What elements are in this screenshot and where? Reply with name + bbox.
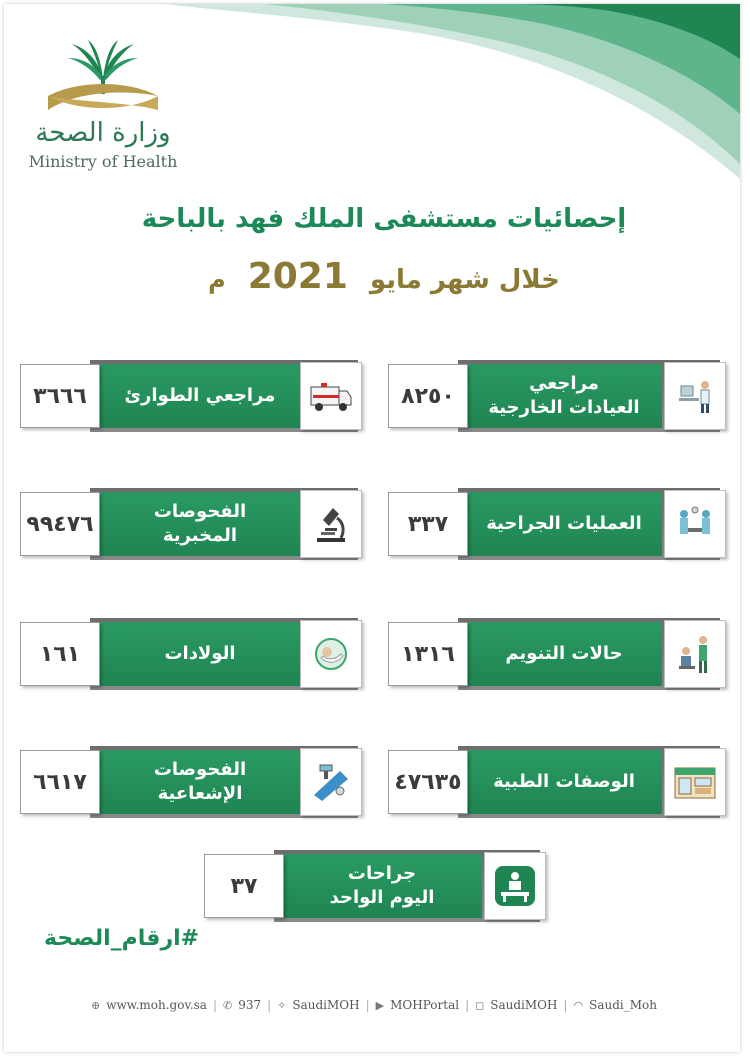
stat-label: الفحوصات المخبرية [98,492,302,556]
phone-icon: ✆ [223,998,233,1012]
stat-value: ٣٣٧ [388,492,468,556]
microscope-icon [300,490,362,558]
footer-instagram[interactable]: SaudiMOH [490,998,558,1012]
logo-english-name: Ministry of Health [28,152,178,171]
hashtag: #ارقام_الصحة [44,926,200,951]
stat-value: ٣٦٦٦ [20,364,100,428]
stat-value: ٣٧ [204,854,284,918]
footer-snapchat[interactable]: Saudi_Moh [589,998,658,1012]
footer-separator: | [212,998,217,1012]
moh-logo [28,40,188,180]
stat-value: ١٦١ [20,622,100,686]
subtitle-suffix: م [208,266,226,294]
footer-separator: | [465,998,470,1012]
stat-label: الفحوصات الإشعاعية [98,750,302,814]
stat-card-births [20,618,364,690]
pharmacy-icon [664,748,726,816]
stat-label: مراجعي الطوارئ [98,364,302,428]
stat-card-emergency [20,360,364,432]
stat-value: ٦٦١٧ [20,750,100,814]
stat-card-lab-tests [20,488,364,560]
footer-separator: | [267,998,272,1012]
stat-label: حالات التنويم [466,622,662,686]
page-title: إحصائيات مستشفى الملك فهد بالباحة [141,204,627,234]
stat-card-inpatients [388,618,728,690]
footer-separator: | [365,998,370,1012]
radiology-icon [300,748,362,816]
subtitle-year: 2021 [247,256,348,297]
stat-card-surgeries [388,488,728,560]
stat-label: جراحات اليوم الواحد [282,854,482,918]
infographic-page [4,4,740,1052]
stat-card-prescriptions [388,746,728,818]
stat-card-day-surgery [204,850,546,922]
stat-value: ٨٢٥٠ [388,364,468,428]
stat-card-radiology [20,746,364,818]
youtube-icon: ▶ [375,998,385,1012]
twitter-icon: ✧ [277,998,287,1012]
footer-youtube[interactable]: MOHPortal [390,998,460,1012]
ambulance-icon [300,362,362,430]
surgery-icon [664,490,726,558]
stat-label: الولادات [98,622,302,686]
palm-emblem-icon [28,40,178,120]
stat-label: العمليات الجراحية [466,492,662,556]
newborn-icon [300,620,362,688]
stat-value: ١٣١٦ [388,622,468,686]
stat-label: الوصفات الطبية [466,750,662,814]
footer-website[interactable]: www.moh.gov.sa [106,998,207,1012]
snapchat-icon: ◠ [573,998,584,1012]
footer-phone[interactable]: 937 [238,998,262,1012]
globe-icon: ⊕ [90,998,101,1012]
footer-contacts [90,998,658,1012]
stat-label: مراجعي العيادات الخارجية [466,364,662,428]
subtitle-month: خلال شهر مايو [369,265,560,295]
footer-separator: | [563,998,568,1012]
instagram-icon: ◻ [475,998,485,1012]
stat-value: ٩٩٤٧٦ [20,492,100,556]
doctor-clinic-icon [664,362,726,430]
logo-arabic-name: وزارة الصحة [35,118,171,148]
footer-twitter[interactable]: SaudiMOH [292,998,360,1012]
stat-card-outpatient [388,360,728,432]
inpatient-icon [664,620,726,688]
stat-value: ٤٧٦٣٥ [388,750,468,814]
page-subtitle [154,256,614,296]
day-surgery-icon [484,852,546,920]
